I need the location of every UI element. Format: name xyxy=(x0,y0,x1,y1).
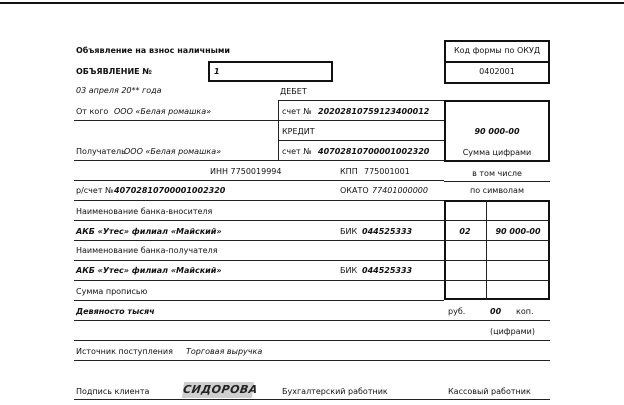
bank-payer-value: АКБ «Утес» филиал «Майский» xyxy=(76,227,222,236)
rule xyxy=(74,120,278,121)
source-label: Источник поступления xyxy=(76,347,173,356)
inn: ИНН 7750019994 xyxy=(210,167,282,176)
including-line2: по символам xyxy=(470,186,524,195)
okud-label: Код формы по ОКУД xyxy=(453,46,541,55)
bank-recipient-value: АКБ «Утес» филиал «Майский» xyxy=(76,266,222,275)
rs-value: 40702810700001002320 xyxy=(114,186,226,195)
amount-words-value: Девяносто тысяч xyxy=(76,307,155,316)
bik-payer-value: 044525333 xyxy=(362,227,413,236)
rule xyxy=(74,160,278,161)
rule xyxy=(74,340,550,341)
okud-divider xyxy=(444,61,550,63)
rule xyxy=(74,200,444,201)
rule xyxy=(74,360,550,361)
debit-account-label: счет № xyxy=(282,107,312,116)
rule xyxy=(444,280,550,281)
credit-account-value: 40702810700001002320 xyxy=(318,147,430,156)
symbol-code: 02 xyxy=(459,227,471,236)
kop-label: коп. xyxy=(516,307,534,316)
form-number-label: ОБЪЯВЛЕНИЕ № xyxy=(76,67,153,76)
recipient-value: ООО «Белая ромашка» xyxy=(124,147,222,156)
amount-words-label: Сумма прописью xyxy=(76,287,148,296)
rule xyxy=(74,320,550,321)
rule xyxy=(278,100,444,101)
symbol-amount: 90 000-00 xyxy=(495,227,541,236)
rule xyxy=(278,140,444,141)
rule xyxy=(444,260,550,261)
cashier-signature-label: Кассовый работник xyxy=(448,387,531,396)
bik-recipient-label: БИК xyxy=(340,266,358,275)
bik-payer-label: БИК xyxy=(340,227,358,236)
debit-label: ДЕБЕТ xyxy=(280,87,307,96)
rule xyxy=(74,399,550,400)
payer-from-value: ООО «Белая ромашка» xyxy=(114,107,212,116)
kpp-value: 775001001 xyxy=(364,167,410,176)
rs-label: р/счет № xyxy=(76,186,114,195)
rule xyxy=(74,180,444,181)
rule xyxy=(74,300,444,301)
rule xyxy=(278,120,444,121)
okud-value: 0402001 xyxy=(479,67,515,76)
kpp-label: КПП xyxy=(340,167,358,176)
rule xyxy=(444,240,550,241)
bik-recipient-value: 044525333 xyxy=(362,266,413,275)
amount-digits: 90 000-00 xyxy=(474,127,520,136)
digits-caption: (цифрами) xyxy=(490,327,535,336)
bank-recipient-label: Наименование банка-получателя xyxy=(76,246,218,255)
form-number-box xyxy=(208,61,333,82)
recipient-label: Получатель xyxy=(76,147,126,156)
including-line1: в том числе xyxy=(472,169,522,178)
rule xyxy=(444,220,550,221)
rule xyxy=(278,160,444,161)
form-number-value: 1 xyxy=(214,67,220,76)
rule xyxy=(486,200,487,300)
source-value: Торговая выручка xyxy=(186,347,263,356)
rule xyxy=(74,260,444,261)
rule xyxy=(74,280,444,281)
form-title: Объявление на взнос наличными xyxy=(76,46,230,55)
symbol-grid xyxy=(444,200,550,300)
form-date: 03 апреля 20** года xyxy=(76,86,162,95)
okato-value: 77401000000 xyxy=(372,186,428,195)
rule xyxy=(74,220,444,221)
accountant-signature-label: Бухгалтерский работник xyxy=(282,387,388,396)
payer-from-label: От кого xyxy=(76,107,109,116)
rule xyxy=(444,181,550,182)
client-signature-label: Подпись клиента xyxy=(76,387,150,396)
kop-value: 00 xyxy=(490,307,502,316)
credit-label: КРЕДИТ xyxy=(282,127,315,136)
rule xyxy=(74,240,444,241)
rule xyxy=(278,100,279,160)
rub-label: руб. xyxy=(448,307,466,316)
debit-account-value: 20202810759123400012 xyxy=(318,107,430,116)
okato-label: ОКАТО xyxy=(340,186,369,195)
bank-payer-label: Наименование банка-вносителя xyxy=(76,207,213,216)
page-top-rule xyxy=(0,2,624,4)
credit-account-label: счет № xyxy=(282,147,312,156)
client-signature: СИДОРОВА xyxy=(182,383,259,396)
amount-digits-caption: Сумма цифрами xyxy=(462,148,532,157)
